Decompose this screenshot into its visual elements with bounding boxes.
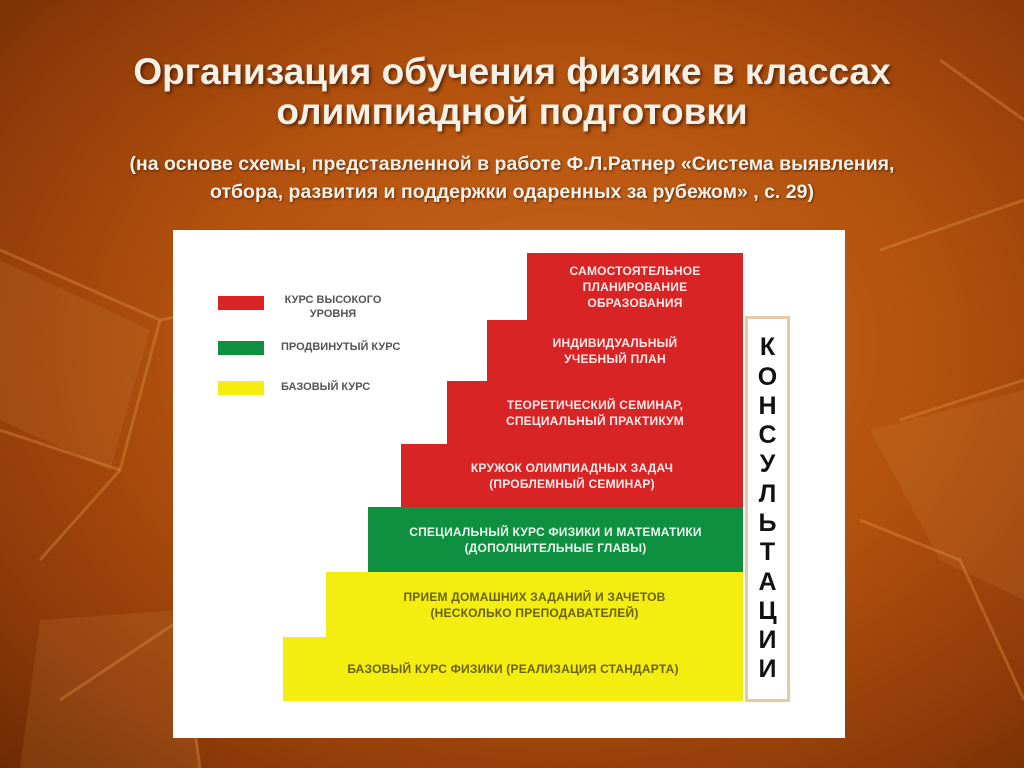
step-special-course bbox=[368, 507, 743, 573]
step-text: (ДОПОЛНИТЕЛЬНЫЕ ГЛАВЫ) bbox=[464, 541, 647, 555]
title-line-1: Организация обучения физике в классах bbox=[133, 51, 891, 92]
step-individual-plan bbox=[487, 320, 743, 382]
step-self-planning bbox=[527, 253, 743, 321]
step-text: СПЕЦИАЛЬНЫЙ ПРАКТИКУМ bbox=[505, 414, 685, 428]
consultations-letter: Л bbox=[758, 479, 777, 508]
step-text: БАЗОВЫЙ КУРС ФИЗИКИ (РЕАЛИЗАЦИЯ СТАНДАРТА) bbox=[347, 662, 679, 676]
step-text: СПЕЦИАЛЬНЫЙ КУРС ФИЗИКИ И МАТЕМАТИКИ bbox=[409, 525, 702, 539]
step-text: ПЛАНИРОВАНИЕ bbox=[582, 280, 688, 294]
step-basic-course bbox=[283, 637, 743, 701]
legend-swatch-green bbox=[218, 341, 264, 355]
consultations-letter: И bbox=[758, 626, 777, 655]
step-theoretical-seminar bbox=[447, 381, 743, 445]
consultations-letter: И bbox=[758, 655, 777, 684]
consultations-letter: Н bbox=[758, 391, 777, 420]
legend-label-basic: БАЗОВЫЙ КУРС bbox=[281, 381, 371, 393]
step-text: ПРИЕМ ДОМАШНИХ ЗАДАНИЙ И ЗАЧЕТОВ bbox=[403, 590, 666, 604]
step-text: ОБРАЗОВАНИЯ bbox=[587, 296, 683, 310]
step-text: САМОСТОЯТЕЛЬНОЕ bbox=[569, 264, 701, 278]
title-line-2: олимпиадной подготовки bbox=[276, 91, 748, 132]
consultations-letter: О bbox=[757, 362, 778, 391]
page-subtitle bbox=[40, 150, 984, 206]
consultations-letter: Т bbox=[759, 538, 776, 567]
consultations-column bbox=[745, 316, 790, 702]
step-text: ИНДИВИДУАЛЬНЫЙ bbox=[552, 336, 678, 350]
legend-swatch-red bbox=[218, 296, 264, 310]
diagram-panel bbox=[173, 230, 845, 738]
consultations-letter: Ь bbox=[758, 509, 777, 537]
consultations-letter: К bbox=[759, 333, 776, 362]
consultations-letter: А bbox=[758, 567, 777, 596]
step-text: ТЕОРЕТИЧЕСКИЙ СЕМИНАР, bbox=[506, 398, 684, 412]
legend-label-high: КУРС ВЫСОКОГО УРОВНЯ bbox=[284, 294, 382, 320]
step-text: (НЕСКОЛЬКО ПРЕПОДАВАТЕЛЕЙ) bbox=[430, 606, 639, 620]
consultations-letter: Ц bbox=[758, 596, 777, 625]
step-text: КРУЖОК ОЛИМПИАДНЫХ ЗАДАЧ bbox=[470, 461, 674, 475]
consultations-letter: У bbox=[759, 450, 776, 479]
page-title bbox=[0, 52, 1024, 132]
legend-swatch-yellow bbox=[218, 381, 264, 395]
legend-label-advanced: ПРОДВИНУТЫЙ КУРС bbox=[281, 341, 401, 353]
subtitle-line-1: (на основе схемы, представленной в работе Ф.Л.Ратнер «Система выявления, bbox=[129, 153, 895, 175]
subtitle-line-2: отбора, развития и поддержки одаренных за рубежом» , с. 29) bbox=[210, 181, 814, 203]
step-homework-tests bbox=[326, 572, 743, 638]
step-olympiad-circle bbox=[401, 444, 743, 508]
step-text: УЧЕБНЫЙ ПЛАН bbox=[564, 352, 666, 366]
step-text: (ПРОБЛЕМНЫЙ СЕМИНАР) bbox=[489, 477, 655, 491]
consultations-letter: С bbox=[758, 421, 777, 450]
